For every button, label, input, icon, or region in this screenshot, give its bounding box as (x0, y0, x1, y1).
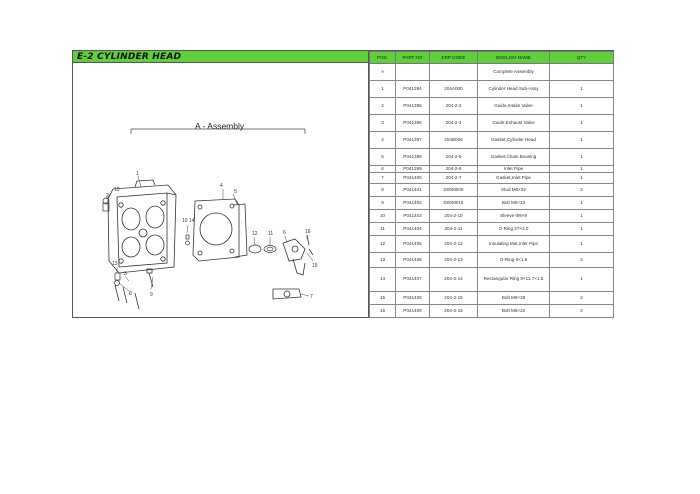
cell-part-no: P041406 (396, 252, 430, 267)
cell-qty: 2 (550, 252, 614, 267)
cell-qty: 1 (550, 209, 614, 222)
cell-pos: A (370, 64, 396, 81)
cell-erp-code: 204-2-13 (430, 252, 478, 267)
cell-pos: 6 (370, 166, 396, 173)
cell-part-no: P041404 (396, 222, 430, 235)
table-row (370, 183, 614, 196)
table-row (370, 98, 614, 115)
cylinder-head-drawing (108, 180, 176, 273)
callout-7: 7 (310, 294, 313, 300)
cell-english-name: Gasket,Chain Bousing (478, 149, 550, 166)
cell-erp-code: 204A000 (430, 81, 478, 98)
cell-part-no: P041402 (396, 196, 430, 209)
small-parts-drawing (186, 235, 277, 253)
cell-english-name: Bolt M6×23 (478, 196, 550, 209)
cell-erp-code: D00M009 (430, 183, 478, 196)
callout-3: 3 (124, 271, 127, 277)
cell-erp-code: 204-2-12 (430, 235, 478, 252)
cell-pos: 9 (370, 196, 396, 209)
cell-erp-code: 204-2-15 (430, 291, 478, 304)
cell-qty (550, 64, 614, 81)
cell-english-name: Guide,Intake Valve (478, 98, 550, 115)
cell-qty: 2 (550, 304, 614, 317)
cell-erp-code: 204-2-14 (430, 267, 478, 291)
table-row (370, 172, 614, 183)
callout-10-14: 10 14 (182, 218, 195, 224)
cell-qty: 1 (550, 166, 614, 173)
table-row (370, 209, 614, 222)
cell-part-no: P041399 (396, 166, 430, 173)
cell-erp-code: 204-2-2 (430, 98, 478, 115)
cell-pos: 4 (370, 132, 396, 149)
cell-english-name: Gasket,Inlet Pipe (478, 172, 550, 183)
cell-qty: 2 (550, 183, 614, 196)
cell-english-name: O-Ring 27×2.0 (478, 222, 550, 235)
header-erp-code: ERP CODE (430, 52, 478, 64)
table-row (370, 291, 614, 304)
page-title: E-2 CYLINDER HEAD (77, 52, 182, 62)
title-bar (73, 51, 368, 63)
diagram-drawing (73, 63, 368, 317)
parts-table (369, 51, 614, 318)
table-row (370, 235, 614, 252)
table-row (370, 149, 614, 166)
cell-qty: 1 (550, 235, 614, 252)
cell-english-name: Stud M6×32 (478, 183, 550, 196)
table-row (370, 64, 614, 81)
cell-pos: 16 (370, 304, 396, 317)
cell-part-no: P041395 (396, 98, 430, 115)
cell-qty: 1 (550, 98, 614, 115)
cell-part-no: P041408 (396, 291, 430, 304)
table-row (370, 81, 614, 98)
cell-qty: 2 (550, 291, 614, 304)
cell-pos: 12 (370, 235, 396, 252)
callout-11: 11 (268, 231, 274, 237)
table-row (370, 115, 614, 132)
callout-9: 9 (150, 292, 153, 298)
cell-qty: 1 (550, 115, 614, 132)
header-english-name: ENGLISH NAME (478, 52, 550, 64)
cell-part-no: P041400 (396, 172, 430, 183)
cell-english-name: Bolt M6×22 (478, 304, 550, 317)
cell-erp-code: 204-2-6 (430, 166, 478, 173)
table-row (370, 304, 614, 317)
cell-pos: 14 (370, 267, 396, 291)
callout-2: 2 (106, 193, 109, 199)
cell-erp-code: 204-2-7 (430, 172, 478, 183)
cell-erp-code: 204-2-3 (430, 115, 478, 132)
cell-english-name: O-Ring 9×1.6 (478, 252, 550, 267)
cell-pos: 5 (370, 149, 396, 166)
callout-5: 5 (234, 189, 237, 195)
callout-labels (106, 171, 318, 300)
callout-6: 6 (283, 230, 286, 236)
callout-15: 15 (312, 263, 318, 269)
cell-part-no: P041405 (396, 235, 430, 252)
cell-part-no: P041394 (396, 81, 430, 98)
callout-16: 16 (305, 229, 311, 235)
cell-english-name: Gasket,Cylinder Head (478, 132, 550, 149)
cell-pos: 11 (370, 222, 396, 235)
cell-part-no: P041409 (396, 304, 430, 317)
cell-english-name: Bolt M6×28 (478, 291, 550, 304)
cell-english-name: Complete Assembly (478, 64, 550, 81)
cell-qty: 1 (550, 132, 614, 149)
callout-13-top: 13 (114, 187, 120, 193)
cell-pos: 2 (370, 98, 396, 115)
callout-8: 8 (129, 291, 132, 297)
cell-english-name: Cylinder Head Sub-Assy (478, 81, 550, 98)
cell-part-no: P041398 (396, 149, 430, 166)
cell-qty: 1 (550, 81, 614, 98)
cell-english-name: Rectangular Ring 9×11.7×1.5 (478, 267, 550, 291)
cell-english-name: Insulating Mat,Inlet Pipe (478, 235, 550, 252)
cell-part-no (396, 64, 430, 81)
assembly-title: A - Assembly (195, 121, 245, 131)
callout-leaders (106, 176, 313, 296)
cell-part-no: P041403 (396, 209, 430, 222)
bolts-drawing (115, 269, 153, 309)
cell-pos: 8 (370, 183, 396, 196)
cell-qty: 1 (550, 267, 614, 291)
cell-erp-code: 204-2-11 (430, 222, 478, 235)
table-header-row (370, 52, 614, 64)
chain-gasket-drawing (233, 204, 247, 257)
cell-pos: 15 (370, 291, 396, 304)
callout-13-bottom: 13 (112, 261, 118, 267)
cell-english-name: Guide,Exhaust Valve (478, 115, 550, 132)
cell-qty: 1 (550, 172, 614, 183)
cell-english-name: Inlet Pipe (478, 166, 550, 173)
cell-pos: 10 (370, 209, 396, 222)
header-qty: QTY (550, 52, 614, 64)
inlet-gasket-drawing (273, 289, 301, 299)
table-row (370, 222, 614, 235)
cell-pos: 7 (370, 172, 396, 183)
header-part-no: PART NO (396, 52, 430, 64)
callout-4: 4 (220, 183, 223, 189)
cell-english-name: Sleeve Φ8×9 (478, 209, 550, 222)
table-row (370, 196, 614, 209)
header-pos: POS. (370, 52, 396, 64)
cell-qty: 1 (550, 222, 614, 235)
table-row (370, 252, 614, 267)
parts-sheet (72, 50, 614, 318)
cell-erp-code: 204-2-5 (430, 149, 478, 166)
cell-pos: 1 (370, 81, 396, 98)
callout-1: 1 (136, 171, 139, 177)
cell-erp-code: 204-2-16 (430, 304, 478, 317)
cell-part-no: P041401 (396, 183, 430, 196)
cell-part-no: P041397 (396, 132, 430, 149)
cell-pos: 13 (370, 252, 396, 267)
exploded-diagram (73, 63, 368, 317)
head-gasket-drawing (193, 199, 239, 261)
cell-erp-code (430, 64, 478, 81)
table-row (370, 132, 614, 149)
cell-part-no: P041396 (396, 115, 430, 132)
cell-erp-code: 204B006 (430, 132, 478, 149)
cell-qty: 1 (550, 149, 614, 166)
cell-part-no: P041407 (396, 267, 430, 291)
cell-erp-code: 204-2-10 (430, 209, 478, 222)
callout-12: 12 (252, 231, 258, 237)
table-row (370, 267, 614, 291)
cell-erp-code: D00M015 (430, 196, 478, 209)
cell-qty: 1 (550, 196, 614, 209)
cell-pos: 3 (370, 115, 396, 132)
